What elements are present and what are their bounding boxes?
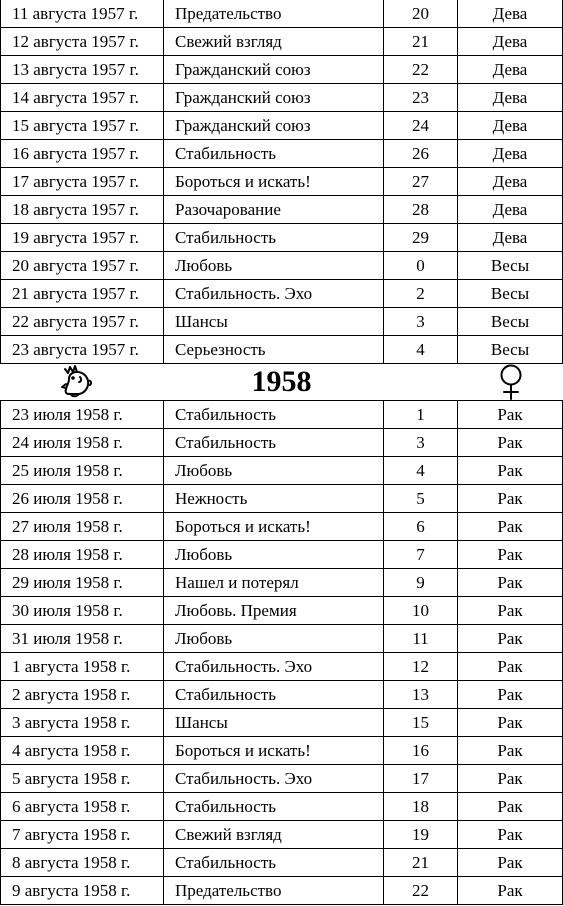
- number-cell: 5: [384, 485, 458, 513]
- date-cell: 19 августа 1957 г.: [1, 224, 164, 252]
- number-cell: 10: [384, 597, 458, 625]
- number-cell: 22: [384, 56, 458, 84]
- title-cell: Стабильность. Эхо: [164, 280, 384, 308]
- title-cell: Любовь: [164, 625, 384, 653]
- date-cell: 27 июля 1958 г.: [1, 513, 164, 541]
- date-cell: 28 июля 1958 г.: [1, 541, 164, 569]
- title-cell: Любовь. Премия: [164, 597, 384, 625]
- zodiac-cell: Весы: [458, 308, 563, 336]
- date-cell: 17 августа 1957 г.: [1, 168, 164, 196]
- zodiac-cell: Дева: [458, 0, 563, 28]
- zodiac-cell: Рак: [458, 457, 563, 485]
- zodiac-cell: Рак: [458, 821, 563, 849]
- year-title: 1958: [251, 365, 312, 398]
- table-row: [1, 280, 563, 308]
- table-row: [1, 168, 563, 196]
- number-cell: 16: [384, 737, 458, 765]
- number-cell: 11: [384, 625, 458, 653]
- number-cell: 21: [384, 28, 458, 56]
- table-row: [1, 821, 563, 849]
- date-cell: 22 августа 1957 г.: [1, 308, 164, 336]
- year-header: [0, 360, 563, 400]
- table-row: [1, 457, 563, 485]
- number-cell: 15: [384, 709, 458, 737]
- title-cell: Бороться и искать!: [164, 168, 384, 196]
- title-cell: Стабильность: [164, 401, 384, 429]
- zodiac-cell: Рак: [458, 569, 563, 597]
- number-cell: 12: [384, 653, 458, 681]
- date-cell: 3 августа 1958 г.: [1, 709, 164, 737]
- title-cell: Свежий взгляд: [164, 28, 384, 56]
- title-cell: Разочарование: [164, 196, 384, 224]
- title-cell: Стабильность: [164, 140, 384, 168]
- date-cell: 14 августа 1957 г.: [1, 84, 164, 112]
- table-row: [1, 653, 563, 681]
- zodiac-cell: Рак: [458, 625, 563, 653]
- date-cell: 11 августа 1957 г.: [1, 0, 164, 28]
- title-cell: Нашел и потерял: [164, 569, 384, 597]
- zodiac-cell: Рак: [458, 429, 563, 457]
- table-row: [1, 709, 563, 737]
- date-cell: 31 июля 1958 г.: [1, 625, 164, 653]
- date-cell: 15 августа 1957 г.: [1, 112, 164, 140]
- table-1957-body: [1, 0, 563, 364]
- title-cell: Стабильность: [164, 793, 384, 821]
- table-row: [1, 877, 563, 905]
- table-row: [1, 401, 563, 429]
- number-cell: 13: [384, 681, 458, 709]
- title-cell: Стабильность. Эхо: [164, 765, 384, 793]
- date-cell: 12 августа 1957 г.: [1, 28, 164, 56]
- date-cell: 18 августа 1957 г.: [1, 196, 164, 224]
- table-row: [1, 112, 563, 140]
- zodiac-cell: Дева: [458, 112, 563, 140]
- title-cell: Серьезность: [164, 336, 384, 364]
- table-row: [1, 569, 563, 597]
- number-cell: 7: [384, 541, 458, 569]
- number-cell: 2: [384, 280, 458, 308]
- date-cell: 29 июля 1958 г.: [1, 569, 164, 597]
- table-row: [1, 0, 563, 28]
- date-cell: 23 июля 1958 г.: [1, 401, 164, 429]
- table-row: [1, 196, 563, 224]
- table-row: [1, 28, 563, 56]
- title-cell: Любовь: [164, 541, 384, 569]
- table-row: [1, 513, 563, 541]
- zodiac-cell: Рак: [458, 793, 563, 821]
- title-cell: Предательство: [164, 0, 384, 28]
- table-row: [1, 849, 563, 877]
- number-cell: 17: [384, 765, 458, 793]
- zodiac-cell: Дева: [458, 56, 563, 84]
- zodiac-cell: Весы: [458, 336, 563, 364]
- date-cell: 25 июля 1958 г.: [1, 457, 164, 485]
- date-cell: 2 августа 1958 г.: [1, 681, 164, 709]
- zodiac-cell: Рак: [458, 401, 563, 429]
- title-cell: Любовь: [164, 457, 384, 485]
- date-cell: 8 августа 1958 г.: [1, 849, 164, 877]
- zodiac-cell: Рак: [458, 653, 563, 681]
- venus-icon: [496, 363, 526, 401]
- number-cell: 28: [384, 196, 458, 224]
- number-cell: 9: [384, 569, 458, 597]
- number-cell: 1: [384, 401, 458, 429]
- table-row: [1, 681, 563, 709]
- date-cell: 21 августа 1957 г.: [1, 280, 164, 308]
- number-cell: 3: [384, 308, 458, 336]
- zodiac-cell: Рак: [458, 485, 563, 513]
- number-cell: 21: [384, 849, 458, 877]
- title-cell: Гражданский союз: [164, 112, 384, 140]
- zodiac-cell: Дева: [458, 196, 563, 224]
- zodiac-cell: Дева: [458, 224, 563, 252]
- table-1958-body: [1, 401, 563, 905]
- number-cell: 6: [384, 513, 458, 541]
- title-cell: Нежность: [164, 485, 384, 513]
- zodiac-cell: Рак: [458, 877, 563, 905]
- title-cell: Предательство: [164, 877, 384, 905]
- date-cell: 26 июля 1958 г.: [1, 485, 164, 513]
- table-1958: [0, 400, 563, 905]
- table-row: [1, 224, 563, 252]
- zodiac-cell: Рак: [458, 597, 563, 625]
- table-row: [1, 625, 563, 653]
- zodiac-cell: Рак: [458, 737, 563, 765]
- number-cell: 19: [384, 821, 458, 849]
- number-cell: 24: [384, 112, 458, 140]
- table-row: [1, 56, 563, 84]
- number-cell: 20: [384, 0, 458, 28]
- zodiac-cell: Рак: [458, 849, 563, 877]
- number-cell: 22: [384, 877, 458, 905]
- number-cell: 26: [384, 140, 458, 168]
- title-cell: Стабильность. Эхо: [164, 653, 384, 681]
- table-row: [1, 252, 563, 280]
- table-row: [1, 597, 563, 625]
- title-cell: Бороться и искать!: [164, 737, 384, 765]
- table-row: [1, 765, 563, 793]
- table-row: [1, 485, 563, 513]
- title-cell: Шансы: [164, 709, 384, 737]
- zodiac-cell: Рак: [458, 513, 563, 541]
- title-cell: Бороться и искать!: [164, 513, 384, 541]
- zodiac-cell: Рак: [458, 541, 563, 569]
- zodiac-cell: Дева: [458, 168, 563, 196]
- table-row: [1, 793, 563, 821]
- date-cell: 16 августа 1957 г.: [1, 140, 164, 168]
- date-cell: 13 августа 1957 г.: [1, 56, 164, 84]
- zodiac-cell: Рак: [458, 765, 563, 793]
- title-cell: Любовь: [164, 252, 384, 280]
- zodiac-cell: Рак: [458, 681, 563, 709]
- zodiac-cell: Весы: [458, 252, 563, 280]
- date-cell: 1 августа 1958 г.: [1, 653, 164, 681]
- table-row: [1, 308, 563, 336]
- date-cell: 7 августа 1958 г.: [1, 821, 164, 849]
- table-row: [1, 429, 563, 457]
- table-row: [1, 541, 563, 569]
- table-row: [1, 84, 563, 112]
- title-cell: Стабильность: [164, 224, 384, 252]
- title-cell: Шансы: [164, 308, 384, 336]
- title-cell: Стабильность: [164, 849, 384, 877]
- title-cell: Стабильность: [164, 429, 384, 457]
- title-cell: Свежий взгляд: [164, 821, 384, 849]
- zodiac-cell: Дева: [458, 84, 563, 112]
- zodiac-cell: Весы: [458, 280, 563, 308]
- number-cell: 29: [384, 224, 458, 252]
- number-cell: 18: [384, 793, 458, 821]
- number-cell: 0: [384, 252, 458, 280]
- title-cell: Стабильность: [164, 681, 384, 709]
- date-cell: 20 августа 1957 г.: [1, 252, 164, 280]
- number-cell: 4: [384, 336, 458, 364]
- table-1957: [0, 0, 563, 364]
- zodiac-cell: Дева: [458, 28, 563, 56]
- number-cell: 3: [384, 429, 458, 457]
- date-cell: 4 августа 1958 г.: [1, 737, 164, 765]
- zodiac-cell: Дева: [458, 140, 563, 168]
- number-cell: 4: [384, 457, 458, 485]
- date-cell: 6 августа 1958 г.: [1, 793, 164, 821]
- number-cell: 27: [384, 168, 458, 196]
- table-row: [1, 140, 563, 168]
- date-cell: 23 августа 1957 г.: [1, 336, 164, 364]
- zodiac-cell: Рак: [458, 709, 563, 737]
- date-cell: 30 июля 1958 г.: [1, 597, 164, 625]
- date-cell: 24 июля 1958 г.: [1, 429, 164, 457]
- date-cell: 9 августа 1958 г.: [1, 877, 164, 905]
- table-row: [1, 737, 563, 765]
- date-cell: 5 августа 1958 г.: [1, 765, 164, 793]
- title-cell: Гражданский союз: [164, 84, 384, 112]
- title-cell: Гражданский союз: [164, 56, 384, 84]
- number-cell: 23: [384, 84, 458, 112]
